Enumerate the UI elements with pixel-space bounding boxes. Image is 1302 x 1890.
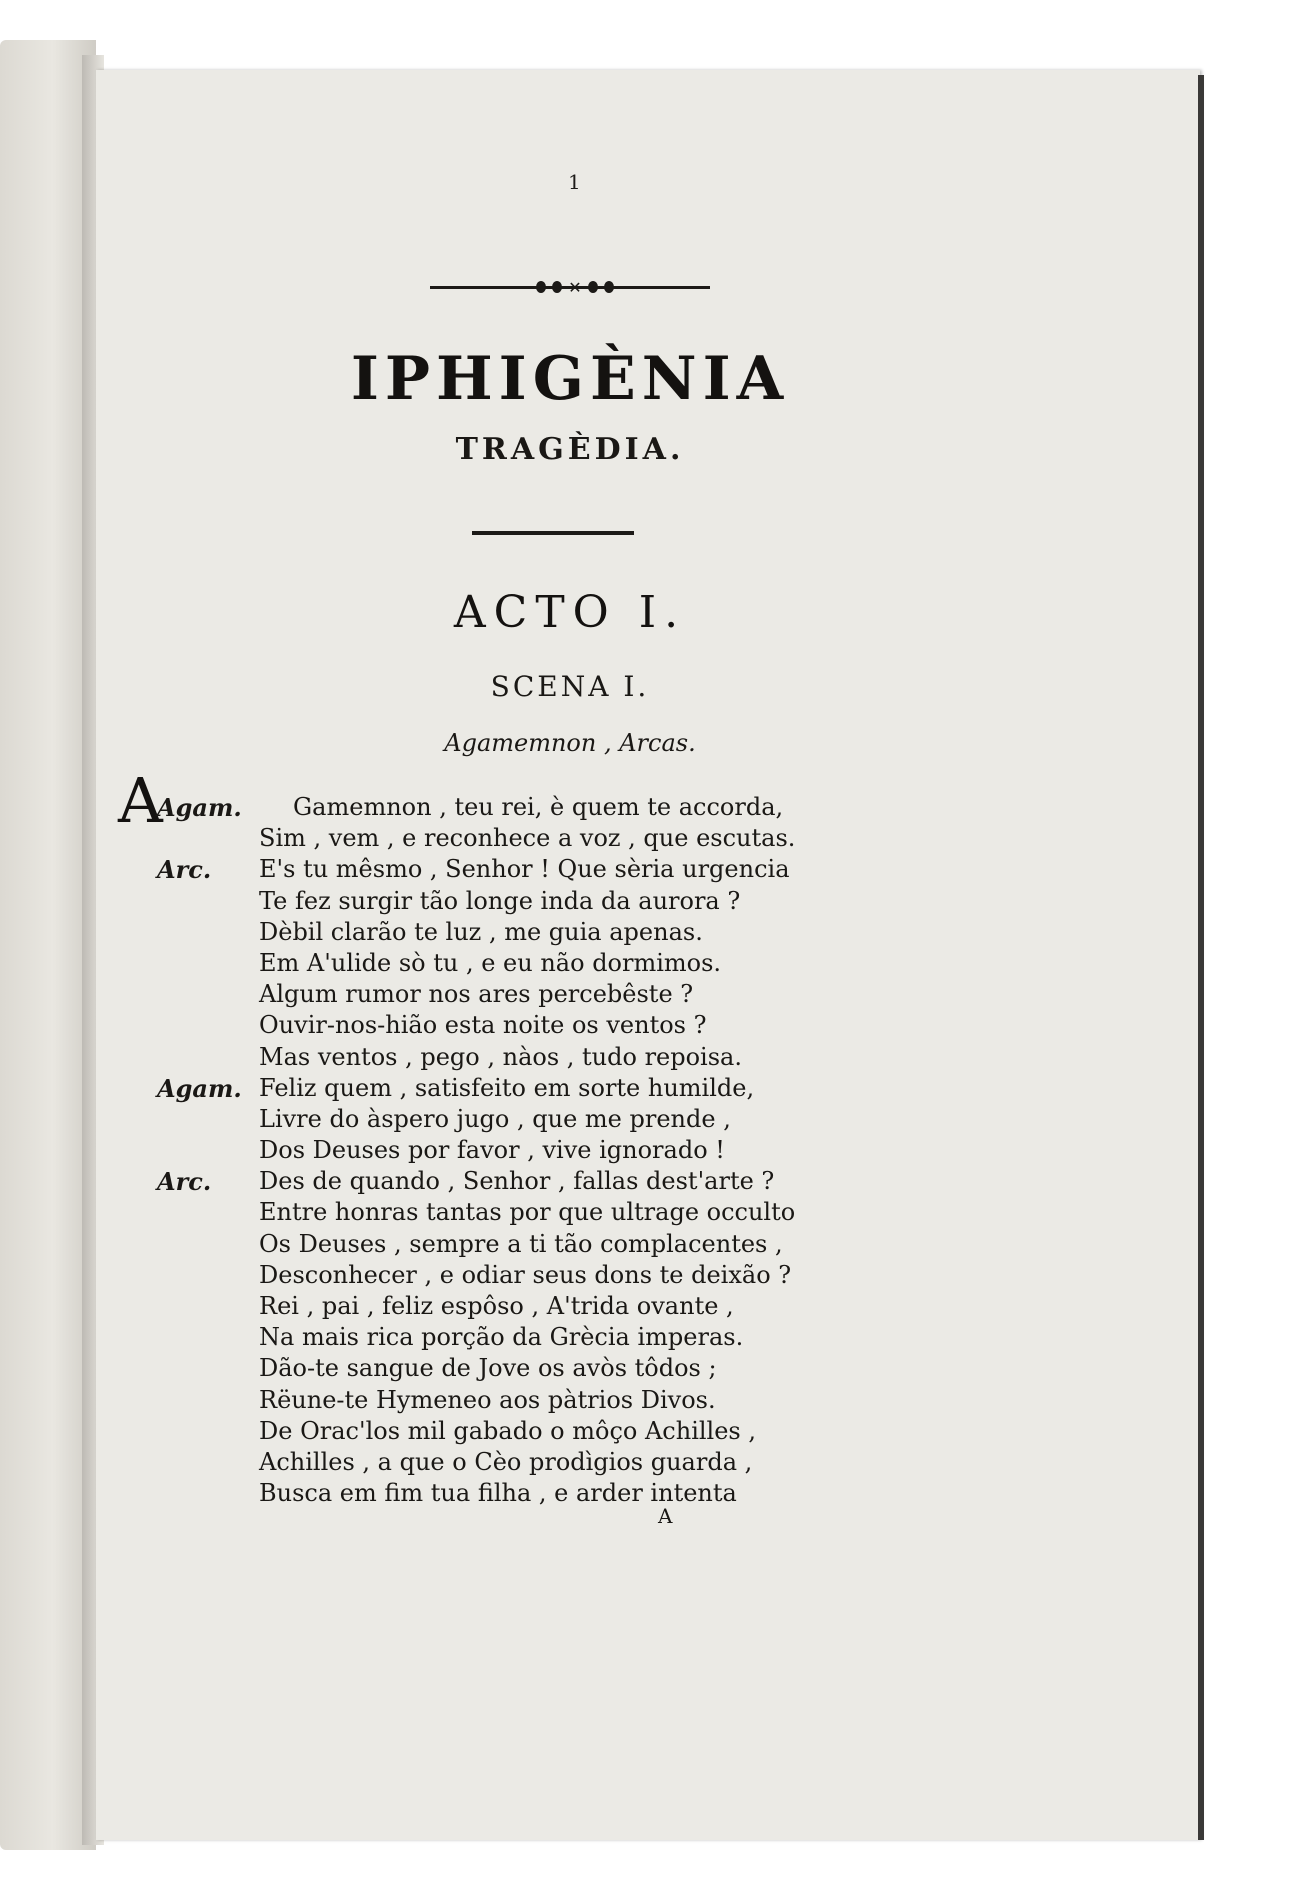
verse-line	[157, 1291, 947, 1322]
verse-text: Os Deuses , sempre a ti tão complacentes ,	[259, 1229, 783, 1258]
verse-text: Dos Deuses por favor , vive ignorado !	[259, 1136, 725, 1165]
verse-text: Sim , vem , e reconhece a voz , que escutas.	[259, 824, 796, 853]
verse-text: Algum rumor nos ares percebêste ?	[259, 980, 694, 1009]
verse-line	[157, 1073, 947, 1104]
verse-line	[157, 1478, 947, 1509]
verse-block	[157, 792, 947, 1509]
verse-text: Desconhecer , e odiar seus dons te deixão ?	[259, 1260, 792, 1289]
verse-line	[157, 917, 947, 948]
verse-line	[157, 1447, 947, 1478]
page-edge	[1198, 75, 1204, 1840]
verse-text: Em A'ulide sò tu , e eu não dormimos.	[259, 948, 722, 977]
play-title: IPHIGÈNIA	[350, 344, 790, 414]
verse-text: Rei , pai , feliz espôso , A'trida ovante ,	[259, 1292, 734, 1320]
verse-text: Rëune-te Hymeneo aos pàtrios Divos.	[259, 1385, 716, 1414]
verse-line	[157, 1322, 947, 1353]
verse-line	[157, 1197, 947, 1228]
page-number: 1	[568, 170, 581, 194]
verse-text: Gamemnon , teu rei, è quem te accorda,	[293, 793, 784, 821]
verse-text: Te fez surgir tão longe inda da aurora ?	[259, 886, 741, 915]
verse-text: Dèbil clarão te luz , me guia apenas.	[259, 917, 703, 946]
ornament-beads: ✕	[505, 278, 645, 296]
divider-rule	[472, 531, 634, 535]
verse-text: Busca em fim tua filha , e arder intenta	[259, 1479, 737, 1508]
speaker-label: Arc.	[157, 855, 212, 885]
verse-line	[157, 1166, 947, 1197]
speaker-label: Arc.	[157, 1167, 212, 1197]
speaker-label: Agam.	[157, 1073, 242, 1103]
drop-cap: A	[118, 764, 163, 837]
verse-text: E's tu mêsmo , Senhor ! Que sèria urgencia	[259, 855, 790, 884]
verse-line	[157, 1260, 947, 1291]
verse-text: Achilles , a que o Cèo prodìgios guarda ,	[259, 1447, 753, 1476]
verse-line	[157, 1229, 947, 1260]
verse-line	[157, 1135, 947, 1166]
verse-line	[157, 854, 947, 885]
verse-line	[157, 886, 947, 917]
play-subtitle: TRAGÈDIA.	[455, 432, 685, 467]
verse-line	[157, 1010, 947, 1041]
scene-characters: Agamemnon , Arcas.	[444, 729, 696, 757]
speaker-label: Agam.	[157, 793, 242, 822]
verse-line	[157, 1416, 947, 1447]
verse-line	[157, 1385, 947, 1416]
verse-line	[157, 1104, 947, 1135]
verse-text: Des de quando , Senhor , fallas dest'arte ?	[259, 1167, 775, 1196]
verse-text: Mas ventos , pego , nàos , tudo repoisa.	[259, 1042, 742, 1071]
verse-line	[157, 979, 947, 1010]
verse-text: De Orac'los mil gabado o môço Achilles ,	[259, 1416, 757, 1445]
verse-text: Dão-te sangue de Jove os avòs tôdos ;	[259, 1354, 717, 1383]
verse-line	[157, 1042, 947, 1073]
act-heading: ACTO I.	[453, 587, 687, 638]
verse-line	[157, 1353, 947, 1384]
verse-text: Feliz quem , satisfeito em sorte humilde,	[259, 1073, 755, 1102]
verse-line	[157, 948, 947, 979]
verse-text: Na mais rica porção da Grècia imperas.	[259, 1323, 744, 1352]
verse-text: Entre honras tantas por que ultrage occulto	[259, 1198, 796, 1227]
verse-line	[157, 823, 947, 854]
verse-line	[157, 792, 947, 823]
signature-mark: A	[658, 1504, 673, 1528]
verse-text: Ouvir-nos-hião esta noite os ventos ?	[259, 1011, 707, 1040]
verse-text: Livre do àspero jugo , que me prende ,	[259, 1104, 731, 1133]
scene-heading: SCENA I.	[490, 670, 650, 703]
